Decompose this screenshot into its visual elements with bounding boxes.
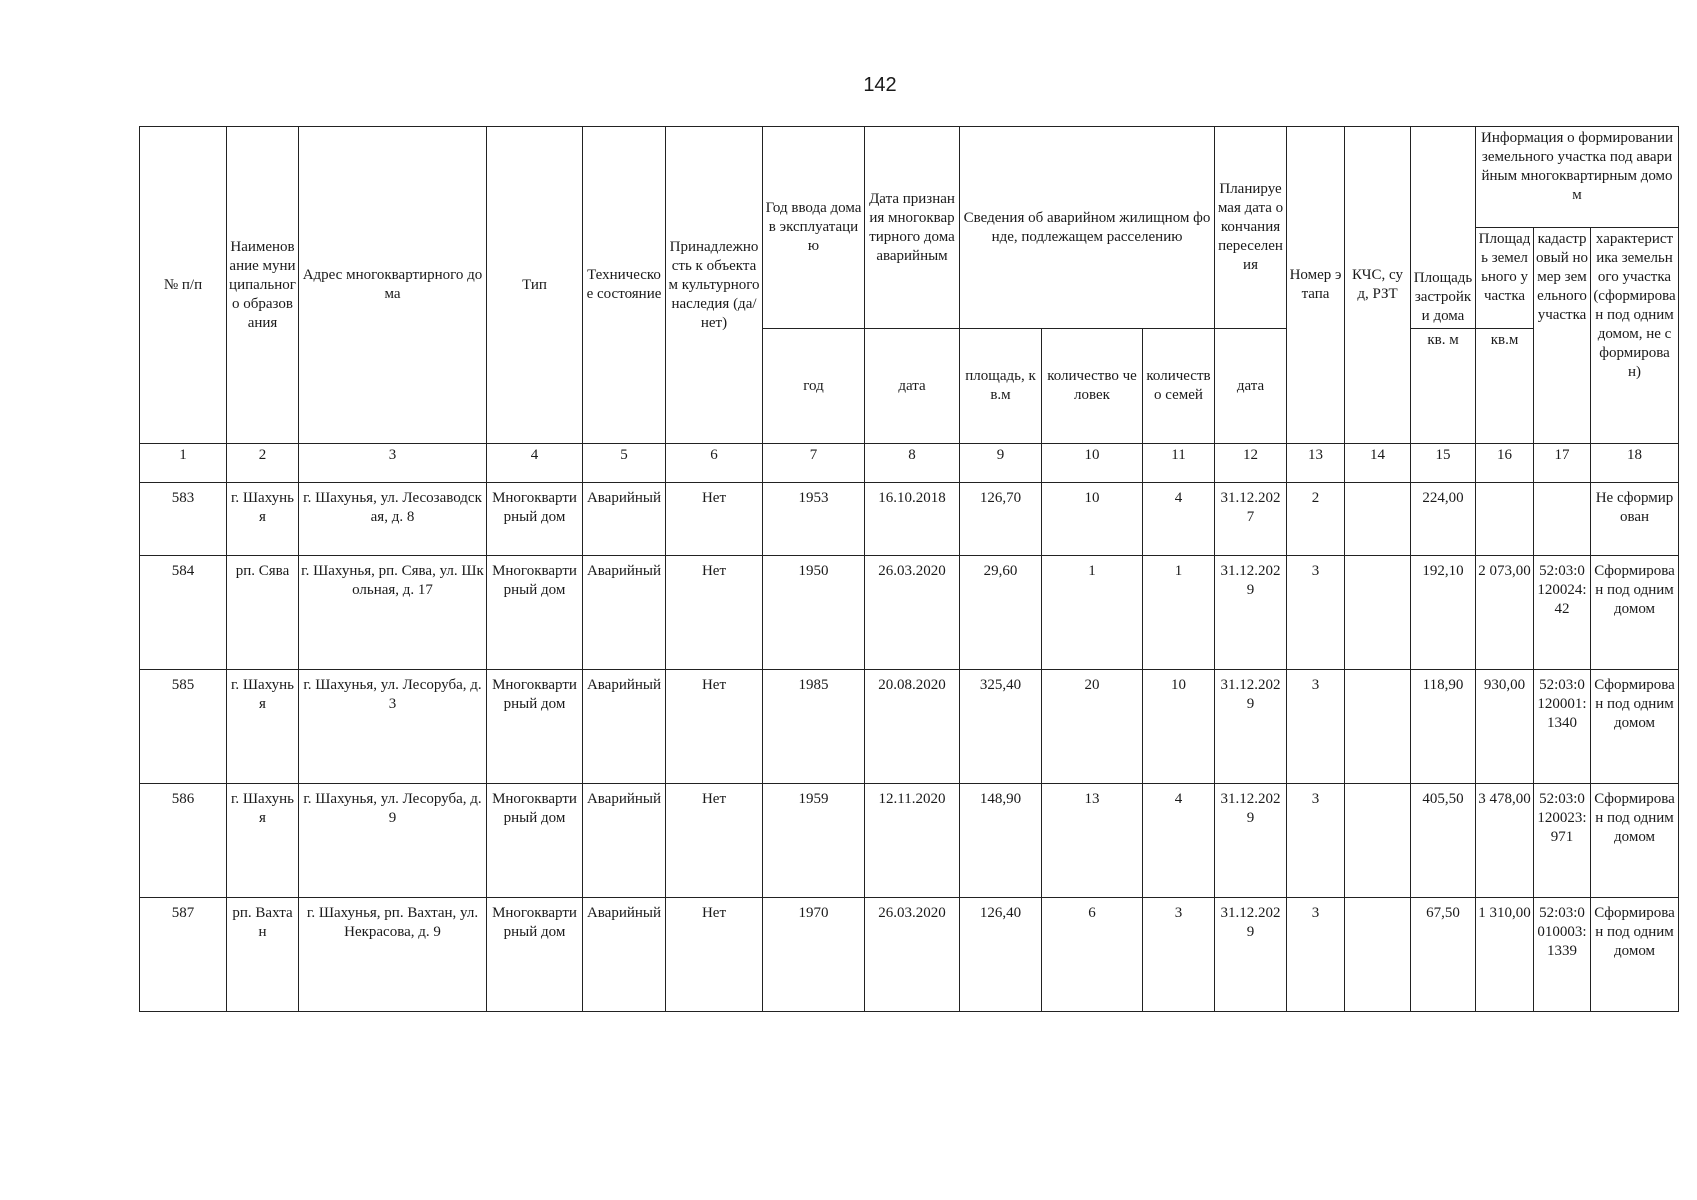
header-cadastral-number: кадастровый номер земельного участка	[1534, 228, 1591, 444]
planned-date-cell: 31.12.2029	[1215, 670, 1287, 784]
header-commission-year: Год ввода дома в эксплуатацию	[763, 127, 865, 329]
header-recognition-date: Дата признания многоквартирного дома аварийным	[865, 127, 960, 329]
column-number: 3	[299, 444, 487, 483]
column-number: 11	[1143, 444, 1215, 483]
land-area-cell: 930,00	[1476, 670, 1534, 784]
header-year-sub: год	[763, 329, 865, 444]
area-cell: 126,70	[960, 483, 1042, 556]
commission-year-cell: 1970	[763, 898, 865, 1012]
recognition-date-cell: 26.03.2020	[865, 898, 960, 1012]
header-municipality: Наименование муниципального образования	[227, 127, 299, 444]
column-numbers-row	[140, 444, 1679, 483]
family-count-cell: 1	[1143, 556, 1215, 670]
header-land-plot-group: Информация о формировании земельного участка под аварийным многоквартирным домом	[1476, 127, 1679, 228]
column-number: 14	[1345, 444, 1411, 483]
table-row	[140, 898, 1679, 1012]
area-cell: 325,40	[960, 670, 1042, 784]
header-land-area-unit: кв.м	[1476, 329, 1534, 444]
type-cell: Многоквартирный дом	[487, 670, 583, 784]
column-number: 6	[666, 444, 763, 483]
header-technical-state: Техническое состояние	[583, 127, 666, 444]
table-row	[140, 784, 1679, 898]
stage-cell: 3	[1287, 898, 1345, 1012]
technical-state-cell: Аварийный	[583, 898, 666, 1012]
technical-state-cell: Аварийный	[583, 483, 666, 556]
building-area-cell: 192,10	[1411, 556, 1476, 670]
column-number: 17	[1534, 444, 1591, 483]
header-heritage: Принадлежность к объектам культурного наследия (да/нет)	[666, 127, 763, 444]
type-cell: Многоквартирный дом	[487, 898, 583, 1012]
table-row	[140, 483, 1679, 556]
header-land-characteristic: характеристика земельного участка (сформирован под одним домом, не сформирован)	[1591, 228, 1679, 444]
land-area-cell: 1 310,00	[1476, 898, 1534, 1012]
commission-year-cell: 1950	[763, 556, 865, 670]
column-number: 16	[1476, 444, 1534, 483]
planned-date-cell: 31.12.2029	[1215, 556, 1287, 670]
header-emergency-fund-group: Сведения об аварийном жилищном фонде, подлежащем расселению	[960, 127, 1215, 329]
building-area-cell: 67,50	[1411, 898, 1476, 1012]
header-building-area: Площадь застройки дома	[1411, 127, 1476, 329]
people-count-cell: 6	[1042, 898, 1143, 1012]
row-number-cell: 583	[140, 483, 227, 556]
header-kchs: КЧС, суд, РЗТ	[1345, 127, 1411, 444]
header-plan-date-sub: дата	[1215, 329, 1287, 444]
header-area-sqm: площадь, кв.м	[960, 329, 1042, 444]
land-area-cell: 2 073,00	[1476, 556, 1534, 670]
land-characteristic-cell: Сформирован под одним домом	[1591, 898, 1679, 1012]
header-row-number: № п/п	[140, 127, 227, 444]
emergency-housing-table	[139, 126, 1679, 1012]
cadastral-number-cell: 52:03:0120001:1340	[1534, 670, 1591, 784]
technical-state-cell: Аварийный	[583, 556, 666, 670]
type-cell: Многоквартирный дом	[487, 784, 583, 898]
area-cell: 126,40	[960, 898, 1042, 1012]
table-row	[140, 556, 1679, 670]
stage-cell: 2	[1287, 483, 1345, 556]
family-count-cell: 4	[1143, 483, 1215, 556]
planned-date-cell: 31.12.2029	[1215, 784, 1287, 898]
column-number: 7	[763, 444, 865, 483]
municipality-cell: г. Шахунья	[227, 670, 299, 784]
heritage-cell: Нет	[666, 556, 763, 670]
municipality-cell: рп. Вахтан	[227, 898, 299, 1012]
address-cell: г. Шахунья, рп. Вахтан, ул. Некрасова, д. 9	[299, 898, 487, 1012]
recognition-date-cell: 16.10.2018	[865, 483, 960, 556]
type-cell: Многоквартирный дом	[487, 556, 583, 670]
type-cell: Многоквартирный дом	[487, 483, 583, 556]
area-cell: 148,90	[960, 784, 1042, 898]
land-characteristic-cell: Не сформирован	[1591, 483, 1679, 556]
cadastral-number-cell: 52:03:0010003:1339	[1534, 898, 1591, 1012]
land-characteristic-cell: Сформирован под одним домом	[1591, 670, 1679, 784]
row-number-cell: 585	[140, 670, 227, 784]
row-number-cell: 586	[140, 784, 227, 898]
address-cell: г. Шахунья, рп. Сява, ул. Школьная, д. 17	[299, 556, 487, 670]
column-number: 15	[1411, 444, 1476, 483]
cadastral-number-cell: 52:03:0120024:42	[1534, 556, 1591, 670]
cadastral-number-cell: 52:03:0120023:971	[1534, 784, 1591, 898]
table-row	[140, 670, 1679, 784]
recognition-date-cell: 26.03.2020	[865, 556, 960, 670]
land-area-cell: 3 478,00	[1476, 784, 1534, 898]
column-number: 5	[583, 444, 666, 483]
heritage-cell: Нет	[666, 898, 763, 1012]
building-area-cell: 224,00	[1411, 483, 1476, 556]
cadastral-number-cell	[1534, 483, 1591, 556]
header-type: Тип	[487, 127, 583, 444]
header-date-sub: дата	[865, 329, 960, 444]
address-cell: г. Шахунья, ул. Лесоруба, д. 3	[299, 670, 487, 784]
kchs-cell	[1345, 556, 1411, 670]
planned-date-cell: 31.12.2027	[1215, 483, 1287, 556]
commission-year-cell: 1985	[763, 670, 865, 784]
technical-state-cell: Аварийный	[583, 784, 666, 898]
header-family-count: количество семей	[1143, 329, 1215, 444]
heritage-cell: Нет	[666, 483, 763, 556]
planned-date-cell: 31.12.2029	[1215, 898, 1287, 1012]
land-area-cell	[1476, 483, 1534, 556]
column-number: 1	[140, 444, 227, 483]
municipality-cell: рп. Сява	[227, 556, 299, 670]
land-characteristic-cell: Сформирован под одним домом	[1591, 556, 1679, 670]
people-count-cell: 10	[1042, 483, 1143, 556]
building-area-cell: 118,90	[1411, 670, 1476, 784]
row-number-cell: 584	[140, 556, 227, 670]
address-cell: г. Шахунья, ул. Лесоруба, д. 9	[299, 784, 487, 898]
family-count-cell: 3	[1143, 898, 1215, 1012]
family-count-cell: 4	[1143, 784, 1215, 898]
header-people-count: количество человек	[1042, 329, 1143, 444]
commission-year-cell: 1959	[763, 784, 865, 898]
header-land-area: Площадь земельного участка	[1476, 228, 1534, 329]
stage-cell: 3	[1287, 670, 1345, 784]
column-number: 9	[960, 444, 1042, 483]
header-address: Адрес многоквартирного дома	[299, 127, 487, 444]
header-planned-date: Планируемая дата окончания переселения	[1215, 127, 1287, 329]
kchs-cell	[1345, 483, 1411, 556]
kchs-cell	[1345, 898, 1411, 1012]
area-cell: 29,60	[960, 556, 1042, 670]
municipality-cell: г. Шахунья	[227, 784, 299, 898]
building-area-cell: 405,50	[1411, 784, 1476, 898]
kchs-cell	[1345, 670, 1411, 784]
address-cell: г. Шахунья, ул. Лесозаводская, д. 8	[299, 483, 487, 556]
header-building-area-unit: кв. м	[1411, 329, 1476, 444]
people-count-cell: 13	[1042, 784, 1143, 898]
commission-year-cell: 1953	[763, 483, 865, 556]
heritage-cell: Нет	[666, 670, 763, 784]
stage-cell: 3	[1287, 784, 1345, 898]
people-count-cell: 20	[1042, 670, 1143, 784]
column-number: 4	[487, 444, 583, 483]
stage-cell: 3	[1287, 556, 1345, 670]
column-number: 13	[1287, 444, 1345, 483]
recognition-date-cell: 20.08.2020	[865, 670, 960, 784]
row-number-cell: 587	[140, 898, 227, 1012]
column-number: 2	[227, 444, 299, 483]
column-number: 18	[1591, 444, 1679, 483]
heritage-cell: Нет	[666, 784, 763, 898]
page-number: 142	[863, 74, 897, 96]
column-number: 12	[1215, 444, 1287, 483]
header-stage: Номер этапа	[1287, 127, 1345, 444]
column-number: 10	[1042, 444, 1143, 483]
column-number: 8	[865, 444, 960, 483]
kchs-cell	[1345, 784, 1411, 898]
land-characteristic-cell: Сформирован под одним домом	[1591, 784, 1679, 898]
recognition-date-cell: 12.11.2020	[865, 784, 960, 898]
technical-state-cell: Аварийный	[583, 670, 666, 784]
people-count-cell: 1	[1042, 556, 1143, 670]
family-count-cell: 10	[1143, 670, 1215, 784]
municipality-cell: г. Шахунья	[227, 483, 299, 556]
